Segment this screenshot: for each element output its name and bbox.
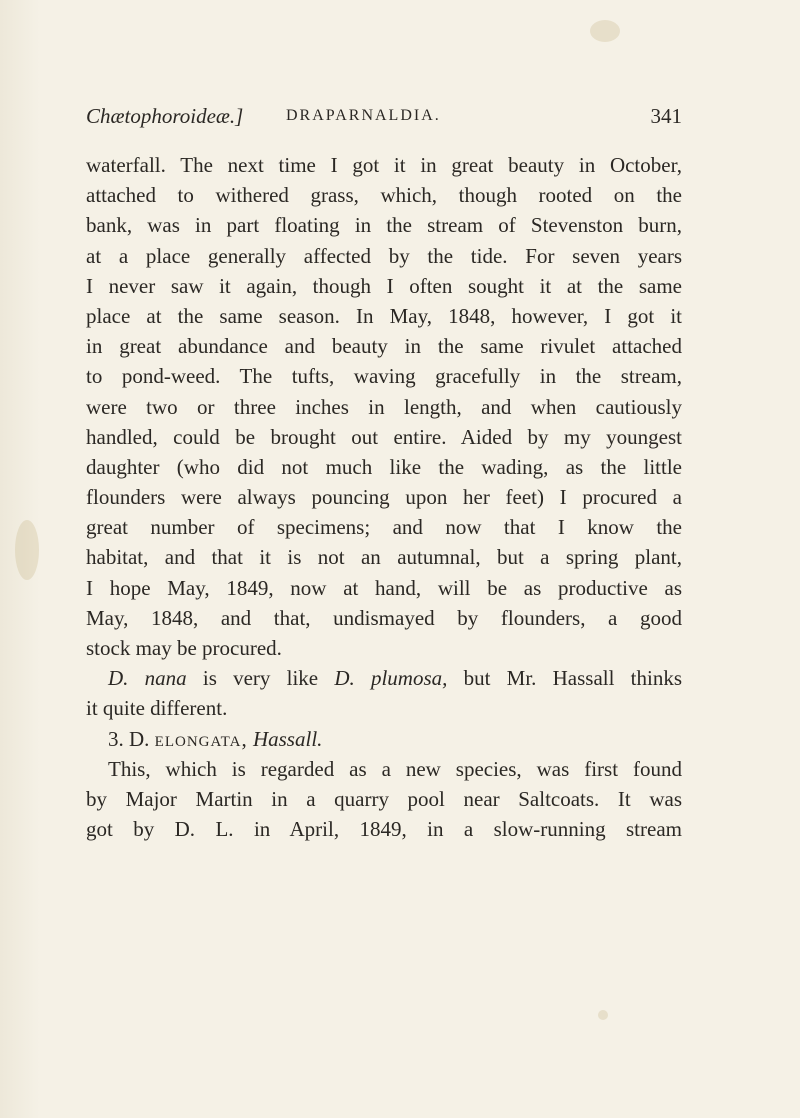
text-line: habitat, and that it is not an autumnal, but a spring plant,: [86, 545, 682, 570]
body-text: [86, 150, 682, 844]
text-line: daughter (who did not much like the wading, as the little: [86, 454, 682, 479]
foxing-spot: [590, 20, 620, 42]
header-genus-title: DRAPARNALDIA.: [286, 107, 441, 124]
text-line: place at the same season. In May, 1848, however, I got it: [86, 303, 682, 328]
paragraph-line: [86, 663, 682, 693]
text-fragment: is very like: [186, 666, 335, 691]
foxing-spot: [598, 1010, 608, 1020]
text-line: handled, could be brought out entire. Aided by my youngest: [86, 424, 682, 449]
species-author: Hassall.: [247, 726, 323, 751]
text-line: by Major Martin in a quarry pool near Saltcoats. It was: [86, 786, 682, 811]
text-line: I hope May, 1849, now at hand, will be as productive as: [86, 575, 682, 600]
running-header: [86, 104, 682, 134]
species-name: D. plumosa,: [334, 666, 448, 691]
species-epithet: elongata,: [154, 726, 248, 751]
text-fragment: but Mr. Hassall thinks: [447, 666, 682, 691]
text-line: attached to withered grass, which, though rooted on the: [86, 183, 682, 208]
page-number: 341: [650, 104, 682, 128]
text-line: it quite different.: [86, 696, 228, 721]
species-heading: [86, 724, 682, 754]
text-line: waterfall. The next time I got it in great beauty in October,: [86, 153, 682, 177]
text-line: flounders were always pouncing upon her feet) I procured a: [86, 485, 682, 510]
text-line: were two or three inches in length, and when cautiously: [86, 394, 682, 419]
header-section-title: Chætophoroideæ.]: [86, 104, 244, 128]
text-line: bank, was in part floating in the stream of Stevenston burn,: [86, 213, 682, 238]
foxing-spot: [15, 520, 39, 580]
text-line: in great abundance and beauty in the same rivulet attached: [86, 334, 682, 359]
text-line: great number of specimens; and now that I know the: [86, 515, 682, 540]
text-line: to pond-weed. The tufts, waving gracefully in the stream,: [86, 364, 682, 389]
text-line: May, 1848, and that, undismayed by flounders, a good: [86, 605, 682, 630]
species-number: 3. D.: [108, 726, 155, 751]
text-line: got by D. L. in April, 1849, in a slow-running stream: [86, 817, 682, 842]
text-line: stock may be procured.: [86, 636, 282, 660]
text-line: I never saw it again, though I often sought it at the same: [86, 273, 682, 298]
text-line: This, which is regarded as a new species, was first found: [108, 756, 682, 781]
species-name: D. nana: [108, 666, 187, 691]
text-line: at a place generally affected by the tide. For seven years: [86, 243, 682, 268]
